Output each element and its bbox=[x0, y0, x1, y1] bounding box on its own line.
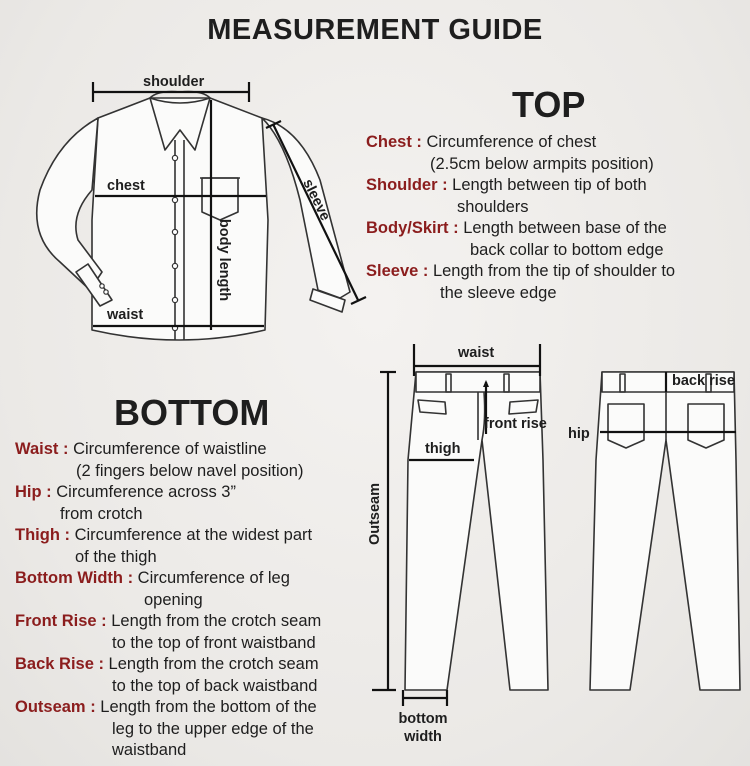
outseam-label: Outseam bbox=[367, 482, 384, 546]
bottom-def-front-rise: Front Rise : Length from the crotch seam to the top of front waistband bbox=[15, 612, 322, 652]
top-def-chest: Chest : Circumference of chest (2.5cm below armpits position) bbox=[366, 133, 654, 173]
pants-waist-label: waist bbox=[458, 345, 495, 361]
bottom-heading: BOTTOM bbox=[114, 392, 270, 433]
bottom-def-outseam: Outseam : Length from the bottom of the leg to the upper edge of the waistband bbox=[15, 698, 317, 759]
top-def-shoulder: Shoulder : Length between tip of both shoulders bbox=[366, 176, 647, 216]
bottom-def-back-rise: Back Rise : Length from the crotch seam to the top of back waistband bbox=[15, 655, 319, 695]
top-def-body: Body/Skirt : Length between base of the back collar to bottom edge bbox=[366, 219, 667, 259]
shirt-waist-label: waist bbox=[107, 307, 144, 323]
back-pants-drawing bbox=[590, 372, 740, 690]
bottom-def-waist: Waist : Circumference of waistline (2 fingers below navel position) bbox=[15, 440, 304, 480]
back-rise-label: back rise bbox=[672, 373, 735, 389]
shoulder-label: shoulder bbox=[143, 74, 205, 90]
front-rise-label: front rise bbox=[484, 416, 547, 432]
bottom-def-bottom-width: Bottom Width : Circumference of leg opening bbox=[15, 569, 290, 609]
top-def-sleeve: Sleeve : Length from the tip of shoulder to the sleeve edge bbox=[366, 262, 676, 302]
bottom-def-thigh: Thigh : Circumference at the widest part of the thigh bbox=[15, 526, 313, 566]
bottom-width-label: bottom width bbox=[398, 711, 448, 745]
chest-label: chest bbox=[107, 178, 145, 194]
shirt-drawing bbox=[37, 92, 350, 340]
thigh-label: thigh bbox=[425, 441, 461, 457]
body-length-label: body length bbox=[216, 218, 233, 302]
sleeve-label: sleeve bbox=[299, 176, 334, 224]
hip-label: hip bbox=[568, 426, 590, 442]
bottom-def-hip: Hip : Circumference across 3” from crotch bbox=[15, 483, 236, 523]
top-heading: TOP bbox=[512, 84, 586, 125]
page-title: MEASUREMENT GUIDE bbox=[207, 14, 543, 46]
